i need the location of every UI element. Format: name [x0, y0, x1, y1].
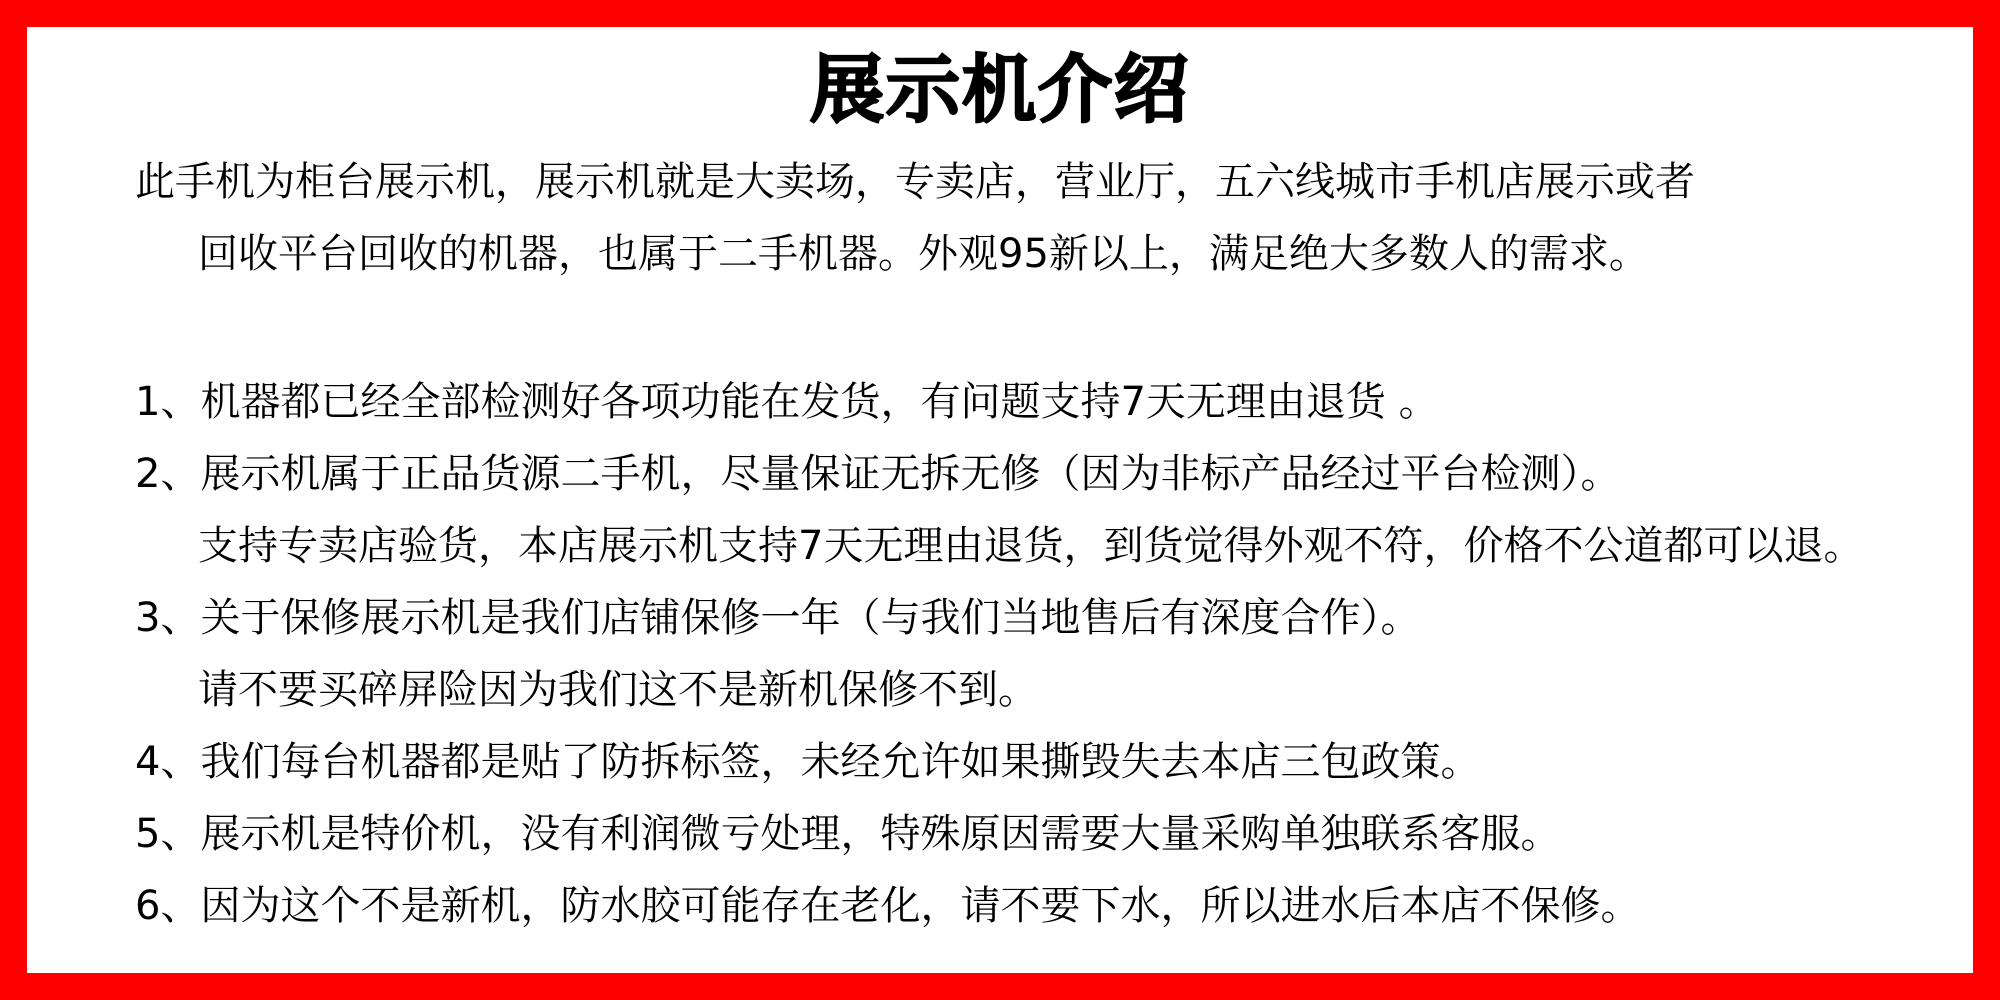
list-item-4: 4、我们每台机器都是贴了防拆标签，未经允许如果撕毁失去本店三包政策。 [135, 739, 1481, 785]
intro-line-2: 回收平台回收的机器，也属于二手机器。外观95新以上，满足绝大多数人的需求。 [198, 231, 1649, 277]
list-item-3: 3、关于保修展示机是我们店铺保修一年（与我们当地售后有深度合作）。 [135, 595, 1421, 641]
page-title: 展示机介绍 [810, 47, 1190, 133]
list-item-6: 6、因为这个不是新机，防水胶可能存在老化，请不要下水，所以进水后本店不保修。 [135, 883, 1641, 929]
list-item-2-continuation: 支持专卖店验货，本店展示机支持7天无理由退货，到货觉得外观不符，价格不公道都可以退。 [198, 523, 1864, 569]
list-item-5: 5、展示机是特价机，没有利润微亏处理，特殊原因需要大量采购单独联系客服。 [135, 811, 1561, 857]
list-item-1: 1、机器都已经全部检测好各项功能在发货，有问题支持7天无理由退货 。 [135, 379, 1439, 425]
list-item-2: 2、展示机属于正品货源二手机，尽量保证无拆无修（因为非标产品经过平台检测）。 [135, 451, 1621, 497]
intro-line-1: 此手机为柜台展示机，展示机就是大卖场，专卖店，营业厅，五六线城市手机店展示或者 [135, 159, 1695, 205]
list-item-3-continuation: 请不要买碎屏险因为我们这不是新机保修不到。 [198, 667, 1038, 713]
